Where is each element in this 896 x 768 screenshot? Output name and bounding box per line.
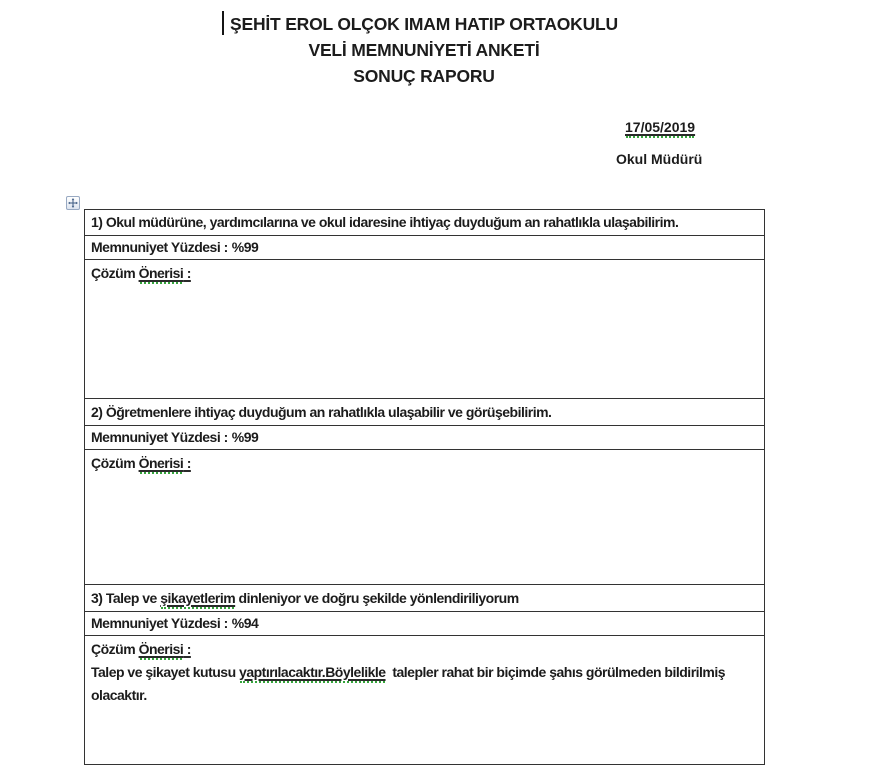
- satisfaction-label: Memnuniyet Yüzdesi :: [91, 615, 228, 631]
- solution-text: Talep ve şikayet kutusu yaptırılacaktır.Böylelikle talepler rahat bir biçimde şahıs görülmeden bildirilmiş olacaktır.: [91, 664, 726, 703]
- document-title-line[interactable]: ŞEHİT EROL OLÇOK IMAM HATIP ORTAOKULU: [230, 14, 618, 34]
- survey-table: [84, 209, 765, 765]
- satisfaction-label: Memnuniyet Yüzdesi :: [91, 239, 228, 255]
- satisfaction-row[interactable]: [85, 611, 764, 635]
- document-title-line[interactable]: VELİ MEMNUNİYETİ ANKETİ: [308, 40, 540, 60]
- signature-label[interactable]: Okul Müdürü: [616, 151, 703, 167]
- question-row[interactable]: [85, 398, 764, 425]
- date-label[interactable]: [625, 119, 695, 135]
- solution-label: Çözüm Önerisi :: [91, 455, 191, 471]
- question-text: 2) Öğretmenlere ihtiyaç duyduğum an rahatlıkla ulaşabilir ve görüşebilirim.: [91, 404, 552, 420]
- question-text: 1) Okul müdürüne, yardımcılarına ve okul idaresine ihtiyaç duyduğum an rahatlıkla ulaşabilirim.: [91, 214, 679, 230]
- grammar-flagged-word: Önerisi: [138, 455, 184, 471]
- text-cursor: [222, 11, 224, 35]
- satisfaction-row[interactable]: [85, 235, 764, 259]
- question-row[interactable]: [85, 210, 764, 235]
- grammar-flagged-word: Önerisi: [138, 265, 184, 281]
- satisfaction-value: %99: [231, 239, 259, 255]
- satisfaction-value: %94: [231, 615, 259, 631]
- solution-row[interactable]: [85, 449, 764, 584]
- solution-row[interactable]: [85, 259, 764, 398]
- question-row[interactable]: [85, 584, 764, 611]
- table-move-handle[interactable]: [66, 196, 80, 210]
- solution-label: Çözüm Önerisi :: [91, 265, 191, 281]
- grammar-flagged-word: yaptırılacaktır.Böylelikle: [239, 664, 386, 680]
- satisfaction-value: %99: [231, 429, 259, 445]
- satisfaction-row[interactable]: [85, 425, 764, 449]
- satisfaction-label: Memnuniyet Yüzdesi :: [91, 429, 228, 445]
- move-icon: [68, 198, 78, 208]
- document-title-line[interactable]: SONUÇ RAPORU: [353, 66, 495, 86]
- grammar-flagged-word: Önerisi: [138, 641, 184, 657]
- question-text: 3) Talep ve şikayetlerim dinleniyor ve doğru şekilde yönlendiriliyorum: [91, 590, 519, 606]
- date-value: 17/05/2019: [625, 119, 696, 135]
- document-title[interactable]: [0, 11, 848, 89]
- grammar-flagged-word: şikayetlerim: [160, 590, 236, 606]
- solution-row[interactable]: [85, 635, 764, 764]
- solution-label: Çözüm Önerisi :: [91, 641, 191, 657]
